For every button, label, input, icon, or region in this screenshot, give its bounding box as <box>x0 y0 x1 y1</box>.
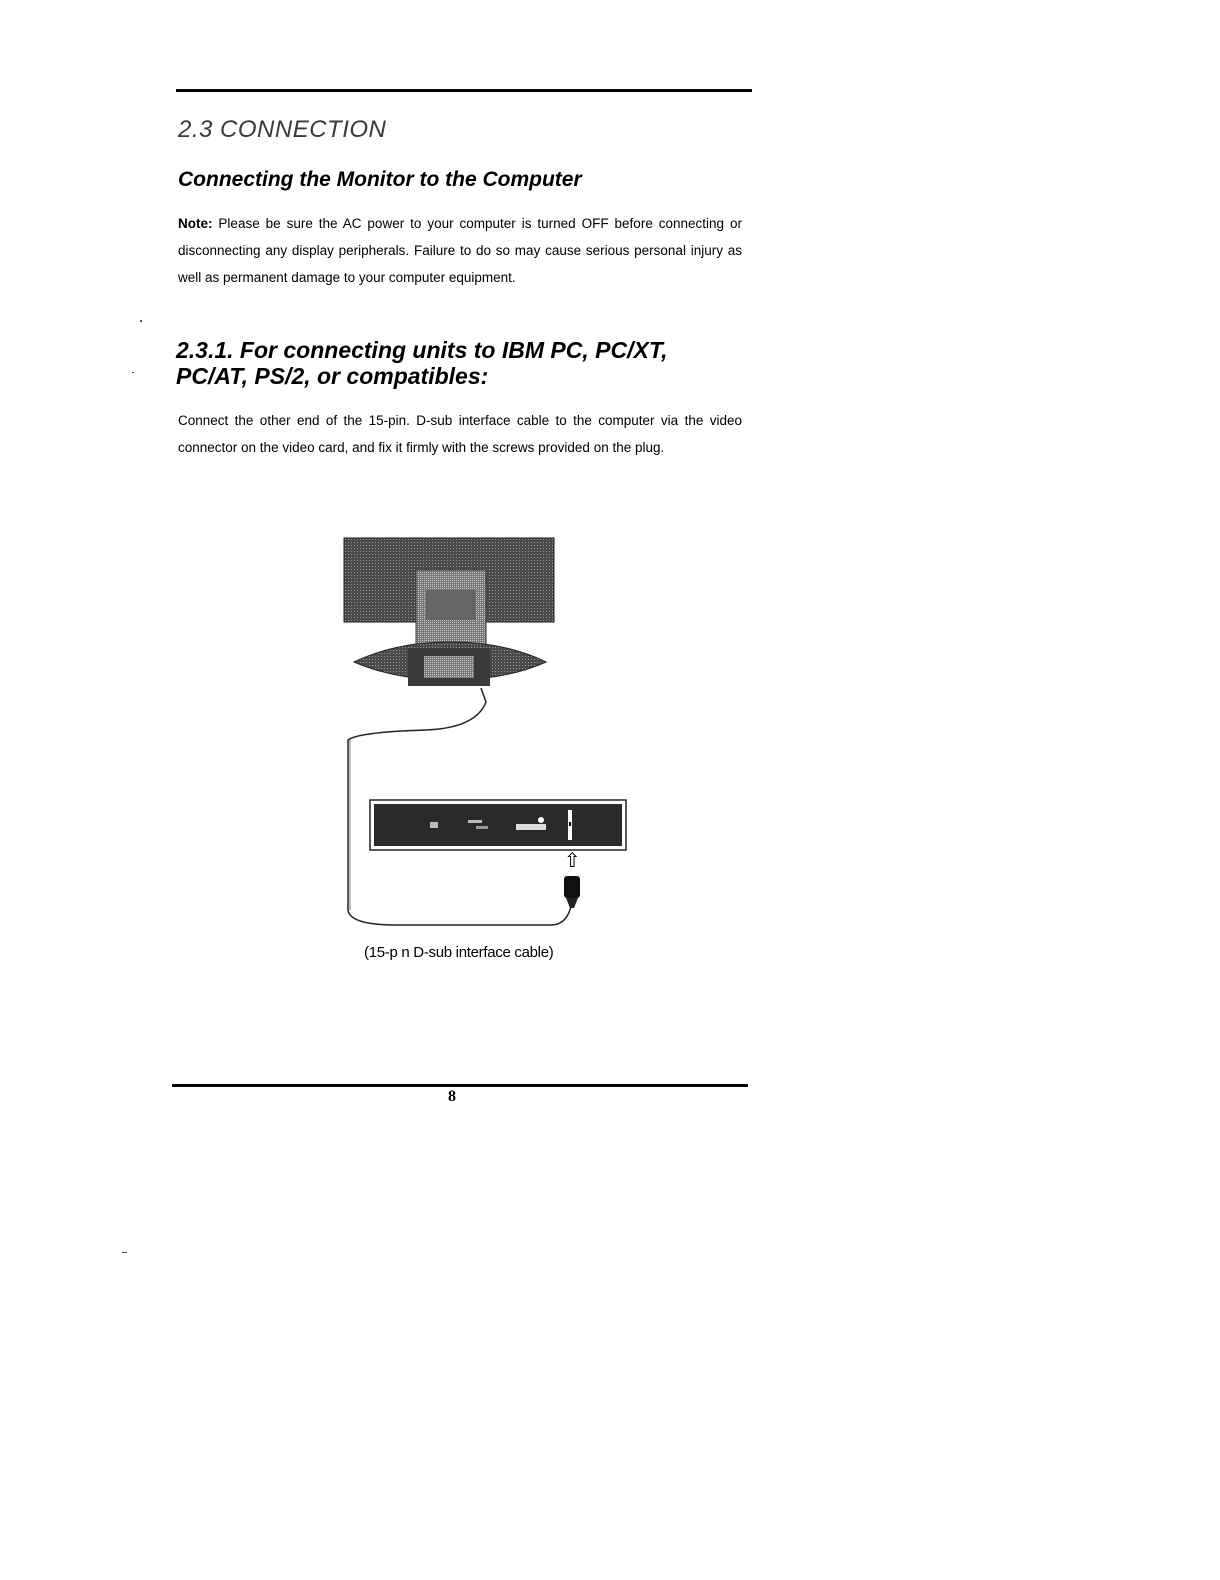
scan-speck <box>140 320 142 322</box>
insert-arrow-icon: ⇧ <box>564 848 581 872</box>
scan-speck <box>132 372 134 373</box>
subsection-heading-line1: 2.3.1. For connecting units to IBM PC, PC/XT, <box>176 337 668 363</box>
subsection-heading-line2: PC/AT, PS/2, or compatibles: <box>176 363 489 389</box>
scan-speck <box>122 1252 127 1253</box>
vga-plug <box>564 876 580 908</box>
section-subtitle: Connecting the Monitor to the Computer <box>178 168 582 191</box>
subsection-heading <box>176 337 668 389</box>
connection-illustration <box>336 530 636 945</box>
note-text: Please be sure the AC power to your computer is turned OFF before connecting or disconnecting any display peripherals. Failure to do so may cause serious personal injury as well as permanent damage to your computer equipment. <box>178 216 742 285</box>
top-rule <box>176 89 752 92</box>
footer-rule <box>172 1084 748 1087</box>
subsection-body: Connect the other end of the 15-pin. D-sub interface cable to the computer via the video connector on the video card, and fix it firmly with the screws provided on the plug. <box>178 413 742 455</box>
note-paragraph <box>178 210 742 291</box>
section-title: 2.3 CONNECTION <box>178 116 387 143</box>
computer-back-panel <box>370 800 626 850</box>
figure-caption: (15-p n D-sub interface cable) <box>364 944 554 961</box>
connection-diagram <box>336 530 636 940</box>
page-number: 8 <box>448 1088 456 1105</box>
monitor-back <box>344 538 554 686</box>
note-label: Note: <box>178 216 213 231</box>
